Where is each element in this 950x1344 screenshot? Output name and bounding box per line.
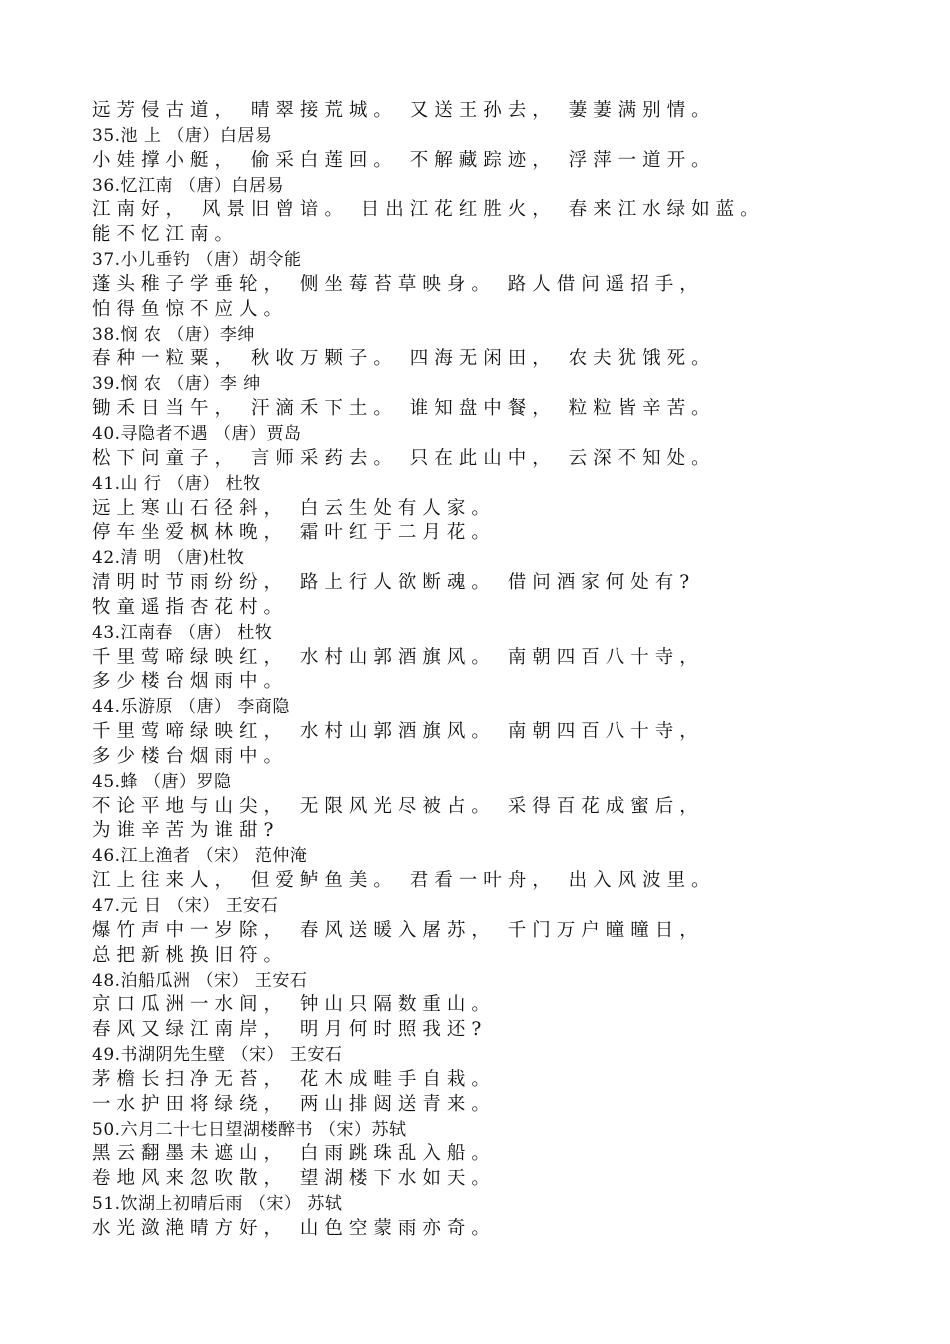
poem-verse-line: 多少楼台烟雨中。 [92,745,289,767]
poem-verse-line: 清明时节雨纷纷， 路上行人欲断魂。 借问酒家何处有? [92,572,696,594]
poem-verse-line: 爆竹声中一岁除， 春风送暖入屠苏， 千门万户曈曈日， [92,919,704,941]
poem-title: 48.泊船瓜洲 （宋） 王安石 [92,970,308,991]
poem-title: 44.乐游原 （唐） 李商隐 [92,697,290,718]
poem-title: 35.池 上 （唐）白居易 [92,125,273,146]
poem-verse-line: 松下问童子， 言师采药去。 只在此山中， 云深不知处。 [92,447,716,469]
poem-verse-line: 锄禾日当午， 汗滴禾下土。 谁知盘中餐， 粒粒皆辛苦。 [92,398,716,420]
poem-title: 38.悯 农 （唐）李绅 [92,324,255,345]
poem-verse-line: 怕得鱼惊不应人。 [92,298,289,320]
poem-verse-line: 茅檐长扫净无苔， 花木成畦手自栽。 [92,1068,496,1090]
poem-verse-line: 京口瓜洲一水间， 钟山只隔数重山。 [92,994,496,1016]
poem-verse-line: 江上往来人， 但爱鲈鱼美。 君看一叶舟， 出入风波里。 [92,870,716,892]
poem-title: 46.江上渔者 （宋） 范仲淹 [92,846,308,867]
poem-verse-line: 能不忆江南。 [92,224,240,246]
poem-verse-line: 小娃撑小艇， 偷采白莲回。 不解藏踪迹， 浮萍一道开。 [92,149,716,171]
poem-verse-line: 总把新桃换旧符。 [92,944,289,966]
poem-verse-line: 黑云翻墨未遮山， 白雨跳珠乱入船。 [92,1143,496,1165]
poem-title: 50.六月二十七日望湖楼醉书 （宋）苏轼 [92,1119,407,1140]
poem-verse-line: 多少楼台烟雨中。 [92,671,289,693]
poem-verse-line: 水光潋滟晴方好， 山色空蒙雨亦奇。 [92,1217,496,1239]
poem-verse-line: 千里莺啼绿映红， 水村山郭酒旗风。 南朝四百八十寺， [92,646,704,668]
poem-verse-line: 远芳侵古道， 晴翠接荒城。 又送王孙去， 萋萋满别情。 [92,100,716,121]
poem-title: 43.江南春 （唐） 杜牧 [92,622,273,643]
poem-verse-line: 不论平地与山尖， 无限风光尽被占。 采得百花成蜜后， [92,795,704,817]
poem-verse-line: 春种一粒粟， 秋收万颗子。 四海无闲田， 农夫犹饿死。 [92,348,716,370]
poem-document [92,99,892,1242]
poem-verse-line: 卷地风来忽吹散， 望湖楼下水如天。 [92,1168,496,1190]
poem-title: 47.元 日 （宋） 王安石 [92,896,279,916]
poem-verse-line: 一水护田将绿绕， 两山排闼送青来。 [92,1093,496,1115]
poem-verse-line: 牧童遥指杏花村。 [92,596,289,618]
poem-title: 36.忆江南 （唐）白居易 [92,175,284,196]
poem-verse-line: 蓬头稚子学垂轮， 侧坐莓苔草映身。 路人借问遥招手， [92,273,704,295]
poem-verse-line: 千里莺啼绿映红， 水村山郭酒旗风。 南朝四百八十寺， [92,721,704,743]
poem-verse-line: 春风又绿江南岸， 明月何时照我还? [92,1019,488,1041]
poem-title: 39.悯 农 （唐）李 绅 [92,374,261,395]
poem-title: 42.清 明 （唐)杜牧 [92,548,245,569]
poem-verse-line: 远上寒山石径斜， 白云生处有人家。 [92,497,496,519]
poem-title: 45.蜂 （唐）罗隐 [92,771,232,792]
poem-verse-line: 为谁辛苦为谁甜? [92,820,280,842]
poem-title: 40.寻隐者不遇 （唐）贾岛 [92,423,302,444]
poem-title: 37.小儿垂钓 （唐）胡令能 [92,250,302,271]
poem-title: 49.书湖阴先生壁 （宋） 王安石 [92,1045,343,1066]
poem-verse-line: 江南好， 风景旧曾谙。 日出江花红胜火， 春来江水绿如蓝。 [92,199,765,221]
poem-title: 41.山 行 （唐） 杜牧 [92,473,261,494]
poem-verse-line: 停车坐爱枫林晚， 霜叶红于二月花。 [92,522,496,544]
poem-title: 51.饮湖上初晴后雨 （宋） 苏轼 [92,1194,343,1215]
